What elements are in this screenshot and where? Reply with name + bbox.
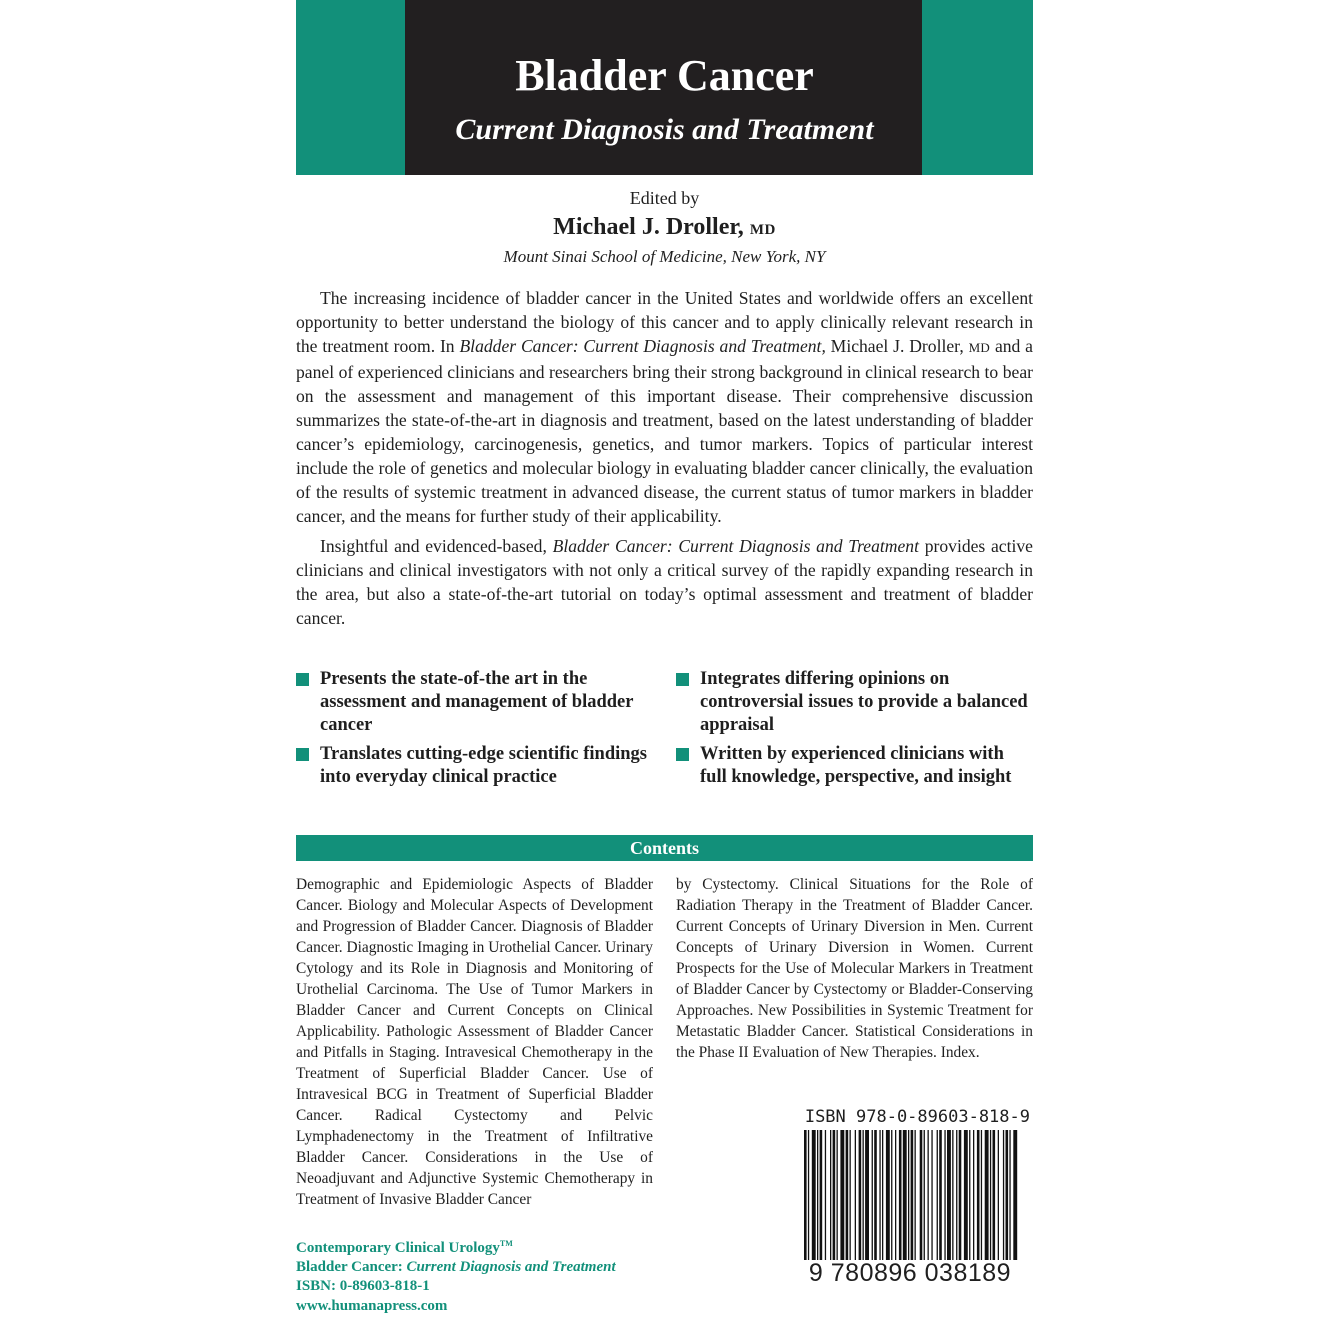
barcode-bar <box>985 1130 989 1260</box>
trademark-mark: TM <box>499 1239 513 1248</box>
series-book-title: Bladder Cancer: <box>296 1259 407 1275</box>
barcode-bar <box>964 1130 968 1260</box>
barcode-bar <box>865 1130 869 1260</box>
barcode-bar <box>944 1130 945 1260</box>
contents-column-right: by Cystectomy. Clinical Situations for the Role of Radiation Therapy in the Treatment of Bladder Cancer. Current Concepts of Urinary Diversion in Men. Current Concepts of Urinary Diversion in Women. Current Prospects for the Use of Molecular Markers in Treatment of Bladder Cancer by Cystectomy or Bladder-Conserving Approaches. New Possibilities in Systemic Treatment for Metastatic Bladder Cancer. Statistical Considerations in the Phase II Evaluation of New Therapies. Index. <box>676 876 1033 1061</box>
barcode-bar <box>973 1130 974 1260</box>
square-bullet-icon <box>676 748 689 761</box>
barcode-bar <box>804 1130 807 1260</box>
barcode-bar <box>833 1130 836 1260</box>
description-book-title: Bladder Cancer: Current Diagnosis and Treatment, <box>459 336 826 356</box>
description-paragraph-1 <box>296 286 1033 528</box>
barcode-bar <box>959 1130 962 1260</box>
description-text: The increasing incidence of bladder cancer in the United States and worldwide offers an excellent opportunity to better understand the biology of this cancer and to apply clinically relevant research in the treatment room. In <box>296 288 1033 356</box>
barcode-bar <box>855 1130 856 1260</box>
back-cover <box>296 0 1033 1314</box>
barcode-bar <box>931 1130 932 1260</box>
series-isbn: ISBN: 0-89603-818-1 <box>296 1278 430 1294</box>
square-bullet-icon <box>676 673 689 686</box>
barcode-bar <box>817 1130 818 1260</box>
barcode-bar <box>808 1130 809 1260</box>
barcode-bar <box>947 1130 951 1260</box>
barcode-isbn-label: ISBN 978-0-89603-818-9 <box>804 1107 1030 1127</box>
barcode-bar <box>928 1130 929 1260</box>
barcode-bar <box>903 1130 907 1260</box>
barcode-bar <box>882 1130 883 1260</box>
barcode-bar <box>825 1130 826 1260</box>
title-banner <box>296 0 1033 175</box>
series-book-subtitle: Current Diagnosis and Treatment <box>406 1259 616 1275</box>
book-description <box>296 286 1033 630</box>
edited-by-label: Edited by <box>629 188 700 208</box>
barcode-bar <box>863 1130 864 1260</box>
barcode-bar <box>812 1130 816 1260</box>
description-credential: MD <box>968 340 991 355</box>
barcode-bar <box>820 1130 823 1260</box>
book-subtitle: Current Diagnosis and Treatment <box>455 113 874 146</box>
barcode-bar <box>937 1130 938 1260</box>
description-text: Insightful and evidenced-based, <box>320 536 553 556</box>
description-text: provides active clinicians and clinical investigators with not only a critical survey of the rapidly expanding research in the area, but also a state-of-the-art tutorial on today’s optimal assessment and treatment of bladder cancer. <box>296 536 1033 628</box>
square-bullet-icon <box>296 673 309 686</box>
series-book-line <box>296 1258 696 1277</box>
bullet-item <box>296 743 650 789</box>
bullet-text: Integrates differing opinions on controversial issues to provide a balanced appraisal <box>700 669 1028 735</box>
barcode-bar <box>915 1130 916 1260</box>
barcode-bar <box>920 1130 923 1260</box>
barcode-bar <box>924 1130 925 1260</box>
bullet-item <box>296 668 650 737</box>
series-name: Contemporary Clinical Urology <box>296 1240 500 1256</box>
barcode-bar <box>952 1130 953 1260</box>
description-book-title: Bladder Cancer: Current Diagnosis and Treatment <box>552 536 919 556</box>
barcode-bar <box>981 1130 982 1260</box>
publisher-website[interactable]: www.humanapress.com <box>296 1298 448 1314</box>
barcode-image <box>790 1130 1030 1280</box>
barcode-bar <box>899 1130 902 1260</box>
editor-name-text: Michael J. Droller, <box>553 214 744 240</box>
barcode-bar <box>850 1130 851 1260</box>
barcode-bar <box>895 1130 896 1260</box>
barcode-bar <box>837 1130 838 1260</box>
barcode-bar <box>990 1130 991 1260</box>
barcode-bar <box>911 1130 914 1260</box>
editor-name <box>296 212 1033 245</box>
description-text: Michael J. Droller, <box>825 336 969 356</box>
bullet-text: Presents the state-of-the art in the assessment and management of bladder cancer <box>320 669 634 735</box>
barcode-bar <box>1013 1130 1017 1260</box>
barcode-bar <box>998 1130 999 1260</box>
barcode-bar <box>956 1130 957 1260</box>
barcode-bar <box>874 1130 877 1260</box>
barcode-digits: 9 780896 038189 <box>808 1259 1012 1287</box>
bullet-item <box>676 743 1030 789</box>
barcode-bar <box>1006 1130 1009 1260</box>
barcode-bar <box>939 1130 942 1260</box>
barcode-bar <box>879 1130 880 1260</box>
barcode-bar <box>993 1130 996 1260</box>
editor-affiliation: Mount Sinai School of Medicine, New York, NY <box>503 247 826 266</box>
bullet-item <box>676 668 1030 737</box>
barcode-bar <box>1003 1130 1004 1260</box>
bullet-text: Translates cutting-edge scientific findings into everyday clinical practice <box>320 744 647 787</box>
barcode-bar <box>969 1130 970 1260</box>
barcode-bar <box>840 1130 844 1260</box>
description-text: and a panel of experienced clinicians and researchers bring their strong background in clinical research to bear on the assessment and management of this important disease. Their comprehensive discussion summarizes the state-of-the-art in diagnosis and treatment, based on the latest understanding of bladder cancer’s epidemiology, carcinogenesis, genetics, and tumor markers. Topics of particular interest include the role of genetics and molecular biology in evaluating bladder cancer clinically, the evaluation of the results of systemic treatment in advanced disease, the current status of tumor markers in bladder cancer, and the means for further study of their applicability. <box>296 336 1033 526</box>
barcode-bar <box>977 1130 980 1260</box>
square-bullet-icon <box>296 748 309 761</box>
barcode-bar <box>872 1130 873 1260</box>
barcode-bar <box>830 1130 831 1260</box>
contents-heading: Contents <box>296 835 1033 861</box>
barcode-bar <box>891 1130 892 1260</box>
contents-column-left: Demographic and Epidemiologic Aspects of Bladder Cancer. Biology and Molecular Aspects of Development and Progression of Bladder Cancer. Diagnosis of Bladder Cancer. Diagnostic Imaging in Urothelial Cancer. Urinary Cytology and its Role in Diagnosis and Monitoring of Urothelial Carcinoma. The Use of Tumor Markers in Bladder Cancer and Current Concepts on Clinical Applicability. Pathologic Assessment of Bladder Cancer and Pitfalls in Staging. Intravesical Chemotherapy in the Treatment of Superficial Bladder Cancer. Use of Intravesical BCG in Treatment of Superficial Bladder Cancer. Radical Cystectomy and Pelvic Lymphadenectomy in the Treatment of Infiltrative Bladder Cancer. Considerations in the Use of Neoadjuvant and Adjunctive Systemic Chemotherapy in Treatment of Invasive Bladder Cancer <box>296 876 653 1208</box>
barcode-bar <box>846 1130 849 1260</box>
series-info <box>296 1234 696 1296</box>
barcode-bar <box>1009 1130 1010 1260</box>
description-paragraph-2 <box>296 534 1033 630</box>
barcode-bar <box>859 1130 862 1260</box>
barcode-bar <box>908 1130 909 1260</box>
bullet-text: Written by experienced clinicians with full knowledge, perspective, and insight <box>700 744 1012 787</box>
barcode-bar <box>886 1130 890 1260</box>
editor-credential: MD <box>749 222 776 238</box>
series-name-line <box>296 1234 696 1258</box>
book-title: Bladder Cancer <box>515 51 814 100</box>
